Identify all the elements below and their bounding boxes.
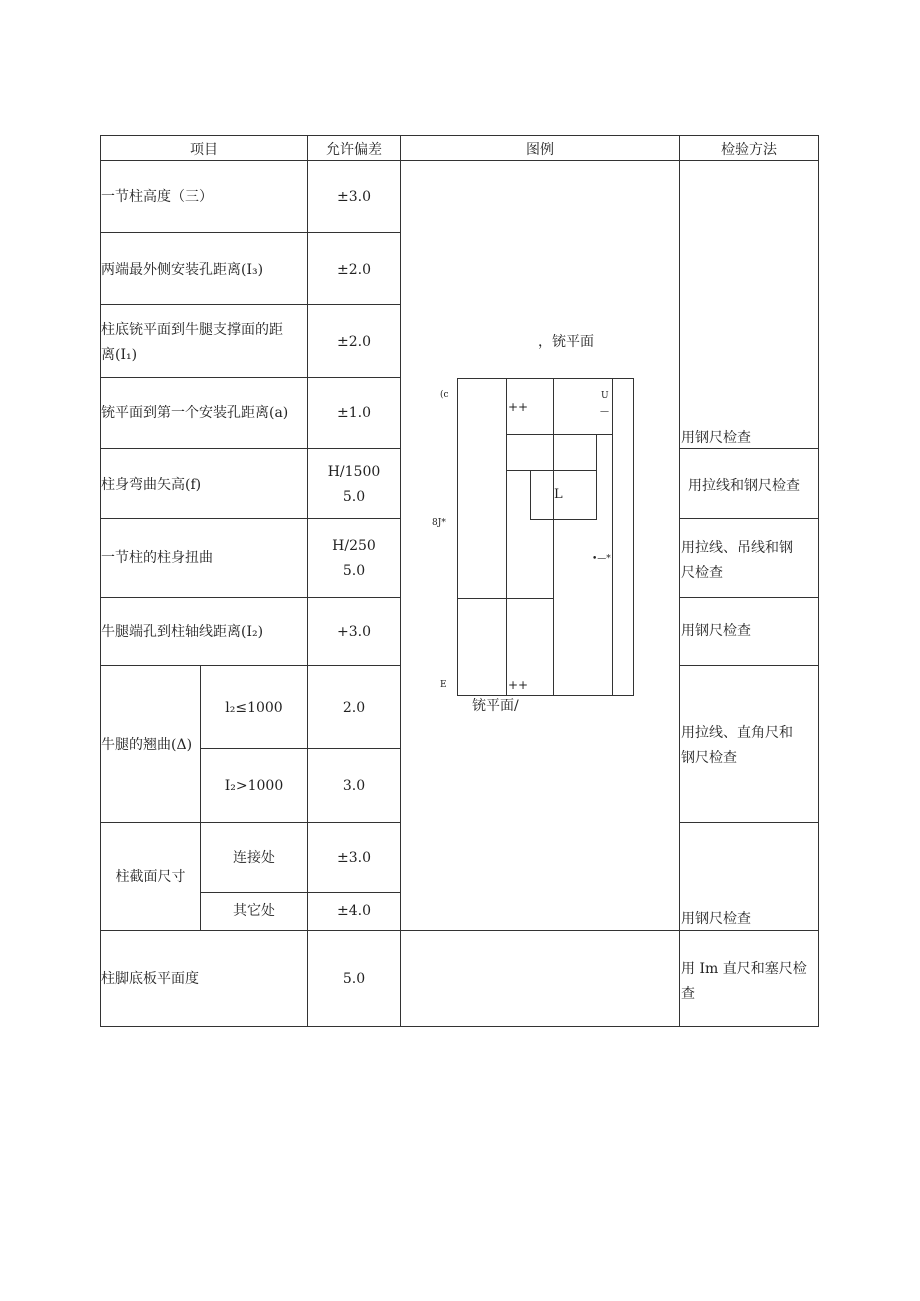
method-5-line1: 用拉线、直角尺和 [681,725,793,741]
column-inner-line-1 [506,378,507,696]
bracket-vertical [596,434,597,520]
method-line-2 [679,518,819,519]
row-5-tolerance-line2: 5.0 [342,489,366,505]
figure-bottom-label: 铳平面/ [472,698,519,714]
row-line-6 [100,597,401,598]
method-4: 用钢尺检查 [681,623,751,639]
method-3-line1: 用拉线、吊线和钢 [681,540,793,556]
row-4-item: 铳平面到第一个安装孔距离(a) [101,405,289,421]
method-1: 用钢尺检查 [681,430,751,446]
row-10-tolerance: 5.0 [342,971,366,987]
method-6: 用钢尺检查 [681,911,751,927]
method-2: 用拉线和钢尺检查 [688,478,800,494]
bracket-left-vertical [530,470,531,520]
row-3-tolerance: ±2.0 [337,334,371,350]
mark-side: 8J* [432,518,446,528]
row-line-3 [100,377,401,378]
header-figure: 图例 [526,142,554,158]
method-line-5 [679,822,819,823]
row-2-item: 两端最外侧安装孔距离(I₃) [101,262,264,278]
method-line-4 [679,665,819,666]
row-8-sub1-condition: l₂≤1000 [225,700,283,716]
row-8-sub1-tolerance: 2.0 [342,700,366,716]
header-tolerance: 允许偏差 [326,142,382,158]
row-line-8 [100,822,401,823]
mark-plus-top: ++ [508,400,529,414]
column-h-line-2 [506,470,596,471]
row-6-tolerance-line1: H/250 [332,538,376,554]
row-5-item: 柱身弯曲矢高(f) [101,477,202,493]
row-line-4 [100,448,401,449]
row-9-sub2-condition: 其它处 [233,903,275,919]
row-8-sub2-condition: I₂>1000 [224,778,284,794]
column-diagram [400,160,680,930]
mark-star: •—* [592,554,611,564]
row-3-item-line2: 离(I₁) [101,347,138,363]
row-1-tolerance: ±3.0 [337,189,371,205]
row-3-item-line1: 柱底铳平面到牛腿支撑面的距 [101,322,283,338]
bracket-h-line [530,519,596,520]
row-line-8a [200,748,401,749]
method-5-line2: 钢尺检查 [681,750,737,766]
table-border-top [100,135,819,136]
mark-l: L [554,487,563,502]
method-3-line2: 尺检查 [681,565,723,581]
column-inner-line-2 [553,378,554,434]
row-9-sub2-tolerance: ±4.0 [337,903,371,919]
method-7-line1: 用 Im 直尺和塞尺检 [681,961,807,977]
column-outline [457,378,634,696]
row-line-2 [100,304,401,305]
header-method: 检验方法 [721,142,777,158]
row-4-tolerance: ±1.0 [337,405,371,421]
figure-top-label: ，铳平面 [538,334,594,350]
row-9-item: 柱截面尺寸 [115,869,186,885]
row-line-5 [100,518,401,519]
header-item: 项目 [190,142,218,158]
row-8-item: 牛腿的翘曲(Δ) [101,737,193,753]
column-inner-line-4 [612,378,613,696]
row-6-item: 一节柱的柱身扭曲 [101,550,213,566]
mark-dash: — [600,407,609,417]
row-7-item: 牛腿端孔到柱轴线距离(I₂) [101,624,264,640]
row-6-tolerance-line2: 5.0 [342,563,366,579]
col-line-item [307,135,308,665]
row-10-item: 柱脚底板平面度 [101,971,199,987]
row-2-tolerance: ±2.0 [337,262,371,278]
method-7-line2: 查 [681,986,695,1002]
method-line-3 [679,597,819,598]
mark-e: E [440,680,447,690]
mark-c: (c [440,390,449,400]
row-line-9a [200,892,401,893]
table-border-right [818,135,819,1027]
mark-u: U [601,391,609,401]
row-9-sub1-tolerance: ±3.0 [337,850,371,866]
column-inner-line-3 [553,434,554,696]
row-line-1 [100,232,401,233]
row-9-sub1-condition: 连接处 [233,850,275,866]
row-8-sub2-tolerance: 3.0 [342,778,366,794]
table-border-bottom [100,1026,819,1027]
row-line-7 [100,665,401,666]
column-h-line-3 [457,598,553,599]
mark-plus-bottom: ++ [508,678,529,692]
row-5-tolerance-line1: H/1500 [327,464,381,480]
row-7-tolerance: +3.0 [337,624,371,640]
row-1-item: 一节柱高度（三） [101,189,213,205]
